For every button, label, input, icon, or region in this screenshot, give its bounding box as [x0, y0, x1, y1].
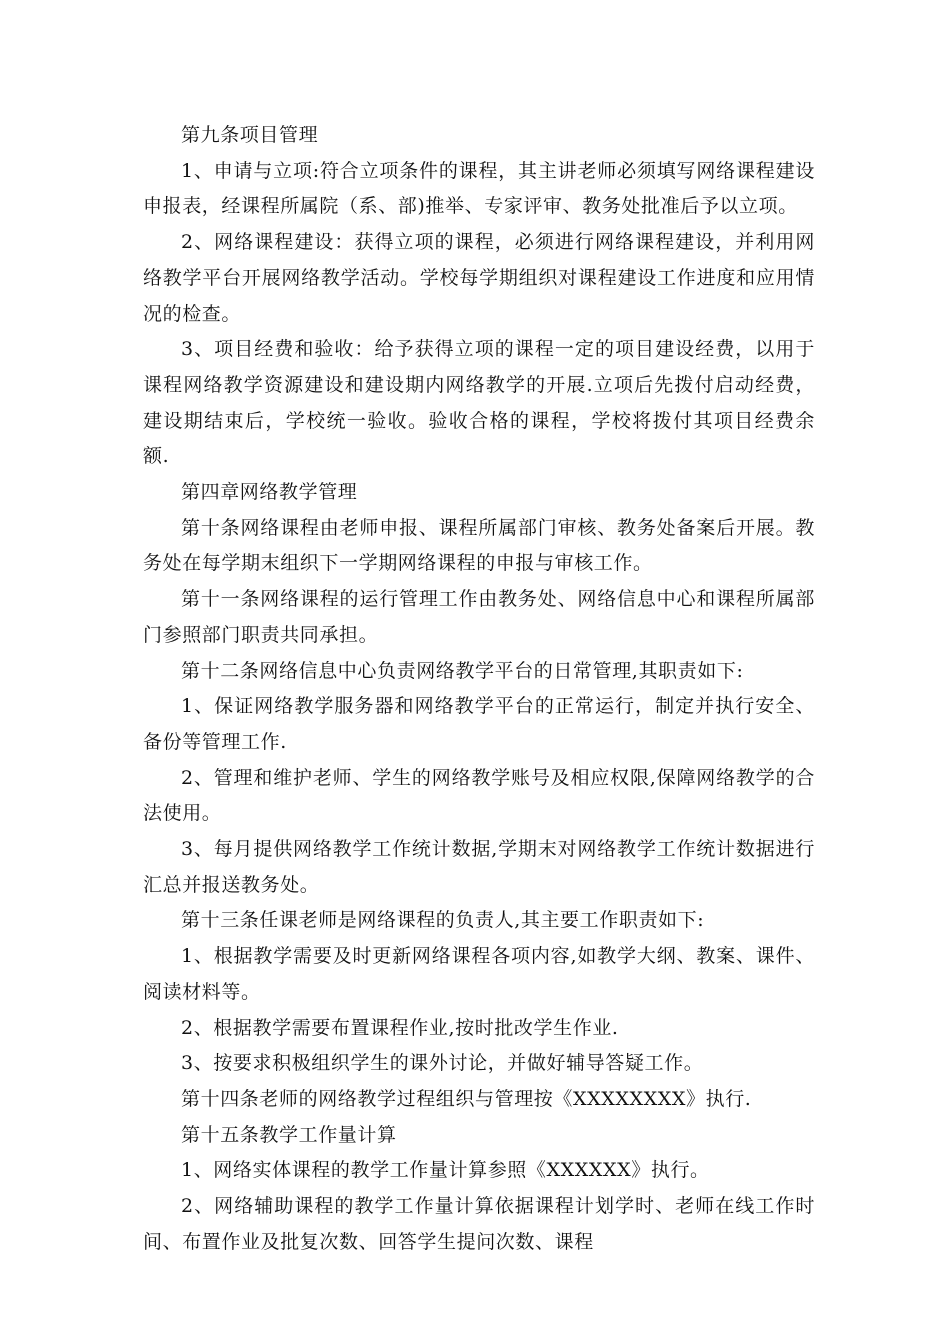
article-12-item-2: 2、管理和维护老师、学生的网络教学账号及相应权限,保障网络教学的合法使用。 [143, 766, 815, 825]
article-9-item-1: 1、申请与立项:符合立项条件的课程，其主讲老师必须填写网络课程建设申报表，经课程所属院（系、部)推举、专家评审、教务处批准后予以立项。 [143, 159, 815, 218]
article-15-heading: 第十五条教学工作量计算 [181, 1123, 397, 1146]
article-13-item-3: 3、按要求积极组织学生的课外讨论，并做好辅导答疑工作。 [181, 1052, 704, 1075]
article-11: 第十一条网络课程的运行管理工作由教务处、网络信息中心和课程所属部门参照部门职责共同承担。 [143, 588, 815, 646]
article-9-item-2: 2、网络课程建设：获得立项的课程，必须进行网络课程建设，并利用网络教学平台开展网络教学活动。学校每学期组织对课程建设工作进度和应用情况的检查。 [143, 231, 815, 325]
article-13-item-1: 1、根据教学需要及时更新网络课程各项内容,如教学大纲、教案、课件、阅读材料等。 [143, 945, 815, 1003]
article-12-item-1: 1、保证网络教学服务器和网络教学平台的正常运行，制定并执行安全、备份等管理工作. [143, 695, 815, 753]
article-12-heading: 第十二条网络信息中心负责网络教学平台的日常管理,其职责如下: [181, 659, 744, 682]
article-13-heading: 第十三条任课老师是网络课程的负责人,其主要工作职责如下: [181, 909, 705, 932]
article-13-item-2: 2、根据教学需要布置课程作业,按时批改学生作业. [181, 1016, 619, 1039]
chapter-4-heading: 第四章网络教学管理 [181, 481, 358, 504]
article-15-item-1: 1、网络实体课程的教学工作量计算参照《XXXXXX》执行。 [181, 1159, 710, 1182]
article-14: 第十四条老师的网络教学过程组织与管理按《XXXXXXXX》执行. [181, 1087, 752, 1110]
article-15-item-2: 2、网络辅助课程的教学工作量计算依据课程计划学时、老师在线工作时间、布置作业及批复次数、回答学生提问次数、课程 [143, 1195, 815, 1253]
article-10: 第十条网络课程由老师申报、课程所属部门审核、教务处备案后开展。教务处在每学期末组织下一学期网络课程的申报与审核工作。 [143, 516, 815, 575]
article-9-heading: 第九条项目管理 [181, 124, 319, 146]
article-12-item-3: 3、每月提供网络教学工作统计数据,学期末对网络教学工作统计数据进行汇总并报送教务处。 [143, 838, 815, 896]
article-9-item-3: 3、项目经费和验收：给予获得立项的课程一定的项目建设经费，以用于课程网络教学资源建设和建设期内网络教学的开展.立项后先拨付启动经费，建设期结束后，学校统一验收。验收合格的课程，学校将拨付其项目经费余额. [143, 338, 815, 468]
document-body [143, 118, 815, 1261]
